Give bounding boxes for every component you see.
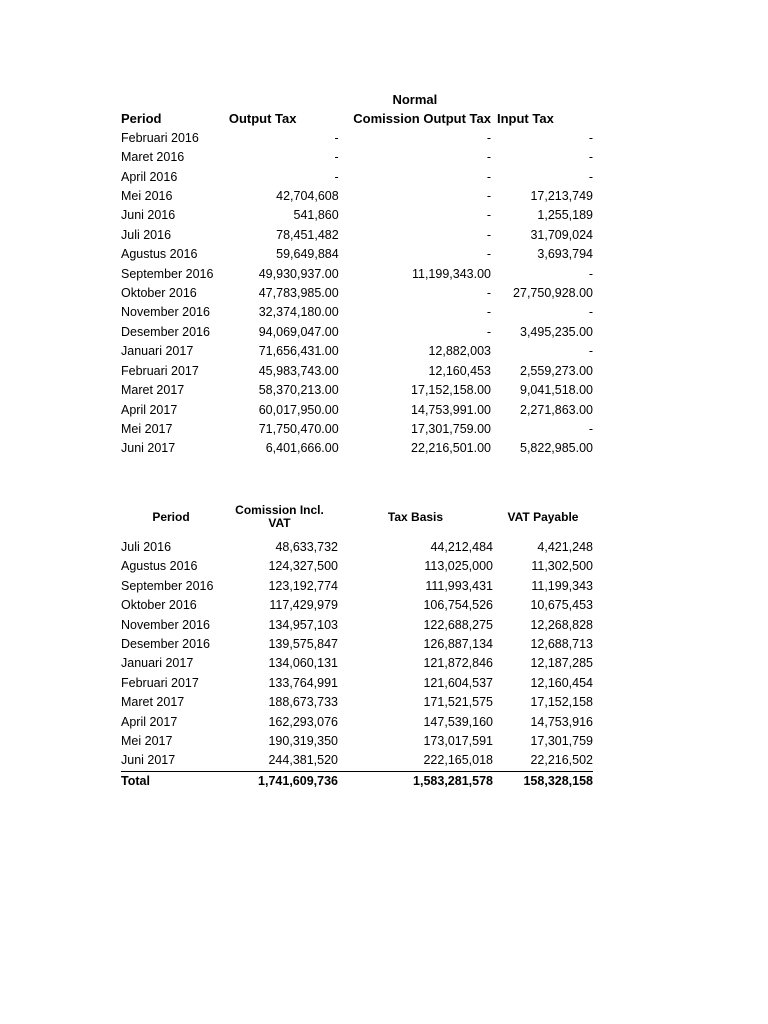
value-cell: 171,521,575 <box>423 695 493 710</box>
period-cell: April 2016 <box>121 169 178 184</box>
table-row <box>121 751 593 771</box>
value-cell: 111,993,431 <box>425 578 493 593</box>
value-cell: 11,302,500 <box>531 559 593 574</box>
value-cell: - <box>486 247 491 262</box>
table-row <box>121 401 593 420</box>
period-cell: April 2017 <box>121 714 178 729</box>
value-cell: 121,872,846 <box>423 656 493 671</box>
value-cell: 14,753,991.00 <box>411 402 491 417</box>
period-cell: September 2016 <box>121 578 214 593</box>
table-row <box>121 538 593 557</box>
period-cell: Januari 2017 <box>121 656 194 671</box>
value-cell: 139,575,847 <box>268 637 338 652</box>
table-row <box>121 713 593 732</box>
value-cell: 31,709,024 <box>530 227 593 242</box>
value-cell: 17,301,759 <box>530 734 593 749</box>
value-cell: - <box>588 421 593 436</box>
value-cell: 22,216,502 <box>530 753 593 768</box>
period-cell: Agustus 2016 <box>121 559 198 574</box>
value-cell: 162,293,076 <box>268 714 338 729</box>
period-cell: Juli 2016 <box>121 227 172 242</box>
table-row <box>121 635 593 654</box>
period-cell: Februari 2017 <box>121 363 199 378</box>
value-cell: 48,633,732 <box>275 540 338 554</box>
normal-tax-table <box>121 90 593 459</box>
value-cell: - <box>486 286 491 301</box>
column-header-row <box>121 500 593 538</box>
value-cell: - <box>486 130 491 145</box>
value-cell: 244,381,520 <box>268 753 338 768</box>
period-cell: Mei 2016 <box>121 189 173 204</box>
table-row <box>121 187 593 206</box>
value-cell: 17,213,749 <box>530 189 593 204</box>
header-tax-basis: Tax Basis <box>387 509 444 524</box>
period-cell: Oktober 2016 <box>121 286 197 301</box>
group-header-row <box>121 90 593 109</box>
value-cell: 11,199,343 <box>531 578 593 593</box>
period-cell: Februari 2016 <box>121 130 199 145</box>
period-cell: Januari 2017 <box>121 344 194 359</box>
value-cell: - <box>588 344 593 359</box>
value-cell: 126,887,134 <box>423 637 493 652</box>
value-cell: 78,451,482 <box>276 227 339 242</box>
value-cell: 122,688,275 <box>423 617 493 632</box>
period-cell: Februari 2017 <box>121 675 199 690</box>
table-row <box>121 148 593 167</box>
value-cell: - <box>588 130 593 145</box>
value-cell: - <box>588 169 593 184</box>
period-cell: Maret 2016 <box>121 150 185 165</box>
period-cell: Agustus 2016 <box>121 247 198 262</box>
period-cell: Juni 2016 <box>121 208 176 223</box>
period-cell: November 2016 <box>121 305 210 320</box>
value-cell: 3,495,235.00 <box>520 324 593 339</box>
value-cell: - <box>486 189 491 204</box>
table-row <box>121 303 593 322</box>
value-cell: 106,754,526 <box>423 598 493 613</box>
header-period: Period <box>152 509 190 524</box>
table-row <box>121 323 593 342</box>
value-cell: 2,559,273.00 <box>520 363 593 378</box>
period-cell: Mei 2017 <box>121 421 173 436</box>
header-comission-incl-vat <box>221 500 338 538</box>
value-cell: 14,753,916 <box>530 714 593 729</box>
value-cell: 22,216,501.00 <box>411 441 491 456</box>
table-row <box>121 168 593 187</box>
value-cell: - <box>334 150 339 165</box>
value-cell: 12,187,285 <box>530 656 593 671</box>
period-cell: Desember 2016 <box>121 324 210 339</box>
value-cell: 190,319,350 <box>268 734 338 749</box>
value-cell: - <box>588 305 593 320</box>
table-row <box>121 693 593 712</box>
period-cell: Juni 2017 <box>121 441 176 456</box>
period-cell: November 2016 <box>121 617 210 632</box>
value-cell: 1,741,609,736 <box>221 771 338 791</box>
period-cell: Desember 2016 <box>121 637 210 652</box>
value-cell: 45,983,743.00 <box>258 363 339 378</box>
value-cell: 222,165,018 <box>423 753 493 768</box>
value-cell: 27,750,928.00 <box>513 286 593 301</box>
value-cell: 158,328,158 <box>493 771 593 791</box>
value-cell: 4,421,248 <box>537 540 593 554</box>
value-cell: 42,704,608 <box>276 189 339 204</box>
vat-payable-table <box>121 500 593 791</box>
value-cell: 60,017,950.00 <box>258 402 339 417</box>
period-cell: Total <box>121 771 221 791</box>
period-cell: September 2016 <box>121 266 214 281</box>
table-row <box>121 616 593 635</box>
value-cell: 12,160,454 <box>530 675 593 690</box>
value-cell: 113,025,000 <box>424 559 493 574</box>
value-cell: 3,693,794 <box>537 247 593 262</box>
header-comission-incl-vat-text: Comission Incl. VAT <box>235 503 324 530</box>
table-row <box>121 362 593 381</box>
value-cell: 2,271,863.00 <box>520 402 593 417</box>
value-cell: - <box>486 305 491 320</box>
table-row <box>121 654 593 673</box>
value-cell: 47,783,985.00 <box>258 286 339 301</box>
table-row <box>121 674 593 693</box>
value-cell: 12,268,828 <box>530 617 593 632</box>
value-cell: 121,604,537 <box>423 675 493 690</box>
value-cell: 59,649,884 <box>276 247 339 262</box>
value-cell: - <box>486 150 491 165</box>
vat-payable-table-body <box>121 500 593 791</box>
value-cell: 123,192,774 <box>268 578 338 593</box>
table-row <box>121 245 593 264</box>
value-cell: 49,930,937.00 <box>258 266 339 281</box>
header-comission-output-tax: Comission Output Tax <box>353 111 491 127</box>
header-output-tax: Output Tax <box>228 111 297 127</box>
table-row <box>121 265 593 284</box>
period-cell: Maret 2017 <box>121 383 185 398</box>
value-cell: 124,327,500 <box>268 559 338 574</box>
value-cell: 17,152,158.00 <box>411 383 491 398</box>
value-cell: - <box>486 227 491 242</box>
table-row <box>121 596 593 615</box>
value-cell: 134,957,103 <box>268 617 338 632</box>
value-cell: 147,539,160 <box>423 714 493 729</box>
normal-tax-table-body <box>121 90 593 459</box>
value-cell: 44,212,484 <box>430 540 493 554</box>
value-cell: 32,374,180.00 <box>258 305 339 320</box>
value-cell: - <box>588 150 593 165</box>
table-row <box>121 420 593 439</box>
value-cell: 12,160,453 <box>428 363 491 378</box>
table-row <box>121 129 593 148</box>
value-cell: 188,673,733 <box>268 695 338 710</box>
header-vat-payable: VAT Payable <box>507 509 579 524</box>
table-row <box>121 284 593 303</box>
value-cell: 9,041,518.00 <box>520 383 593 398</box>
value-cell: 5,822,985.00 <box>520 441 593 456</box>
period-cell: Oktober 2016 <box>121 598 197 613</box>
period-cell: Maret 2017 <box>121 695 185 710</box>
value-cell: 17,301,759.00 <box>411 421 491 436</box>
table-row <box>121 557 593 576</box>
value-cell: - <box>588 266 593 281</box>
header-input-tax: Input Tax <box>497 111 554 127</box>
value-cell: 133,764,991 <box>268 675 338 690</box>
header-period: Period <box>121 111 162 127</box>
period-cell: Juli 2016 <box>121 540 172 554</box>
value-cell: 12,882,003 <box>428 344 491 359</box>
value-cell: 10,675,453 <box>530 598 593 613</box>
value-cell: 117,429,979 <box>269 598 338 613</box>
table-row <box>121 439 593 458</box>
period-cell: Mei 2017 <box>121 734 173 749</box>
table-row <box>121 381 593 400</box>
value-cell: - <box>486 169 491 184</box>
value-cell: 134,060,131 <box>268 656 338 671</box>
value-cell: 58,370,213.00 <box>258 383 339 398</box>
value-cell: - <box>486 324 491 339</box>
table-row <box>121 342 593 361</box>
value-cell: - <box>334 169 339 184</box>
value-cell: 94,069,047.00 <box>258 324 339 339</box>
value-cell: 6,401,666.00 <box>265 441 339 456</box>
period-cell: Juni 2017 <box>121 753 176 768</box>
value-cell: 1,255,189 <box>537 208 593 223</box>
table-row <box>121 577 593 596</box>
value-cell: 12,688,713 <box>530 637 593 652</box>
table-row <box>121 732 593 751</box>
table-row <box>121 206 593 225</box>
value-cell: 173,017,591 <box>423 734 493 749</box>
value-cell: 541,860 <box>293 208 339 223</box>
value-cell: 71,656,431.00 <box>258 344 339 359</box>
table-row <box>121 226 593 245</box>
column-header-row <box>121 109 593 128</box>
value-cell: 11,199,343.00 <box>411 266 491 281</box>
group-label-normal: Normal <box>392 92 438 107</box>
value-cell: 17,152,158 <box>530 695 593 710</box>
value-cell: - <box>334 130 339 145</box>
value-cell: 71,750,470.00 <box>258 421 339 436</box>
total-row <box>121 771 593 791</box>
value-cell: - <box>486 208 491 223</box>
period-cell: April 2017 <box>121 402 178 417</box>
value-cell: 1,583,281,578 <box>338 771 493 791</box>
